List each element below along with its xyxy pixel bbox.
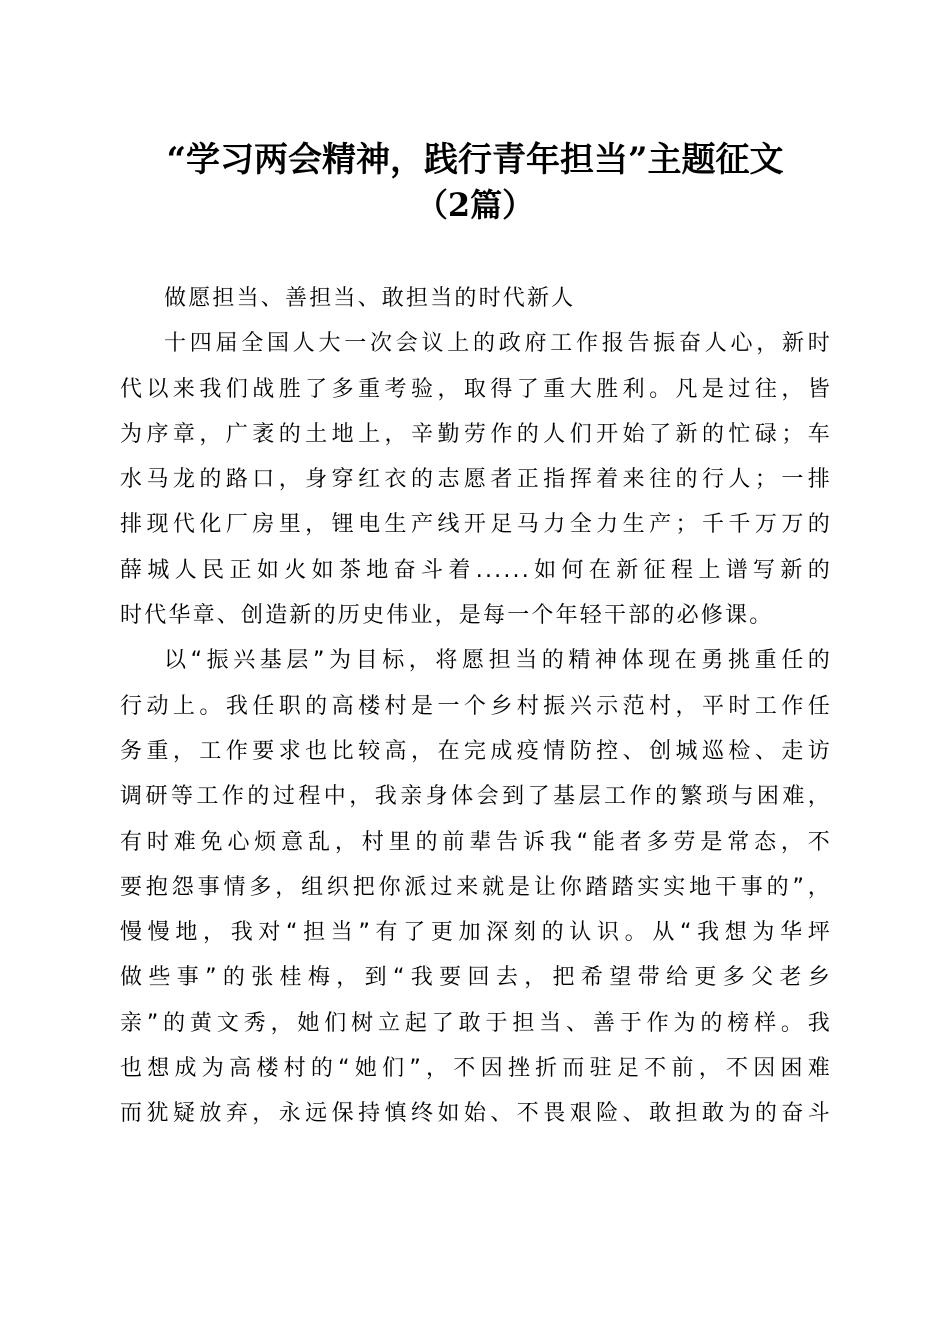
paragraph-line: 以“振兴基层”为目标，将愿担当的精神体现在勇挑重任的 xyxy=(164,648,832,674)
paragraph-line: 薛城人民正如火如茶地奋斗着......如何在新征程上谱写新的 xyxy=(120,557,832,583)
paragraph-line: 水马龙的路口，身穿红衣的志愿者正指挥着来往的行人；一排 xyxy=(120,467,832,493)
paragraph-line: 调研等工作的过程中，我亲身体会到了基层工作的繁琐与困难， xyxy=(120,784,832,810)
paragraph-line: 也想成为高楼村的“她们”，不因挫折而驻足不前，不因困难 xyxy=(120,1056,832,1082)
paragraph-line: 代以来我们战胜了多重考验，取得了重大胜利。凡是过往，皆 xyxy=(120,376,832,402)
paragraph-line: 为序章，广袤的土地上，辛勤劳作的人们开始了新的忙碌；车 xyxy=(120,421,832,447)
paragraph-line: 慢慢地，我对“担当”有了更加深刻的认识。从“我想为华坪 xyxy=(120,920,832,946)
paragraph-line: 十四届全国人大一次会议上的政府工作报告振奋人心，新时 xyxy=(164,331,832,357)
document-body xyxy=(120,276,832,1137)
paragraph-line: 做些事”的张桂梅，到“我要回去，把希望带给更多父老乡 xyxy=(120,965,832,991)
paragraph-line: 时代华章、创造新的历史伟业，是每一个年轻干部的必修课。 xyxy=(120,603,774,629)
paragraph-line: 务重，工作要求也比较高，在完成疫情防控、创城巡检、走访 xyxy=(120,738,832,764)
paragraph-line: 有时难免心烦意乱，村里的前辈告诉我“能者多劳是常态，不 xyxy=(120,829,832,855)
paragraph-line: 行动上。我任职的高楼村是一个乡村振兴示范村，平时工作任 xyxy=(120,693,832,719)
document-subtitle: （2篇） xyxy=(415,186,535,224)
paragraph-line: 排现代化厂房里，锂电生产线开足马力全力生产；千千万万的 xyxy=(120,512,832,538)
paragraph-line: 亲”的黄文秀，她们树立起了敢于担当、善于作为的榜样。我 xyxy=(120,1010,832,1036)
document-title: “学习两会精神，践行青年担当”主题征文 xyxy=(166,140,784,180)
section-heading: 做愿担当、善担当、敢担当的时代新人 xyxy=(164,286,576,311)
paragraph-line: 要抱怨事情多，组织把你派过来就是让你踏踏实实地干事的”， xyxy=(120,874,832,900)
paragraph-line: 而犹疑放弃，永远保持慎终如始、不畏艰险、敢担敢为的奋斗 xyxy=(120,1101,832,1127)
